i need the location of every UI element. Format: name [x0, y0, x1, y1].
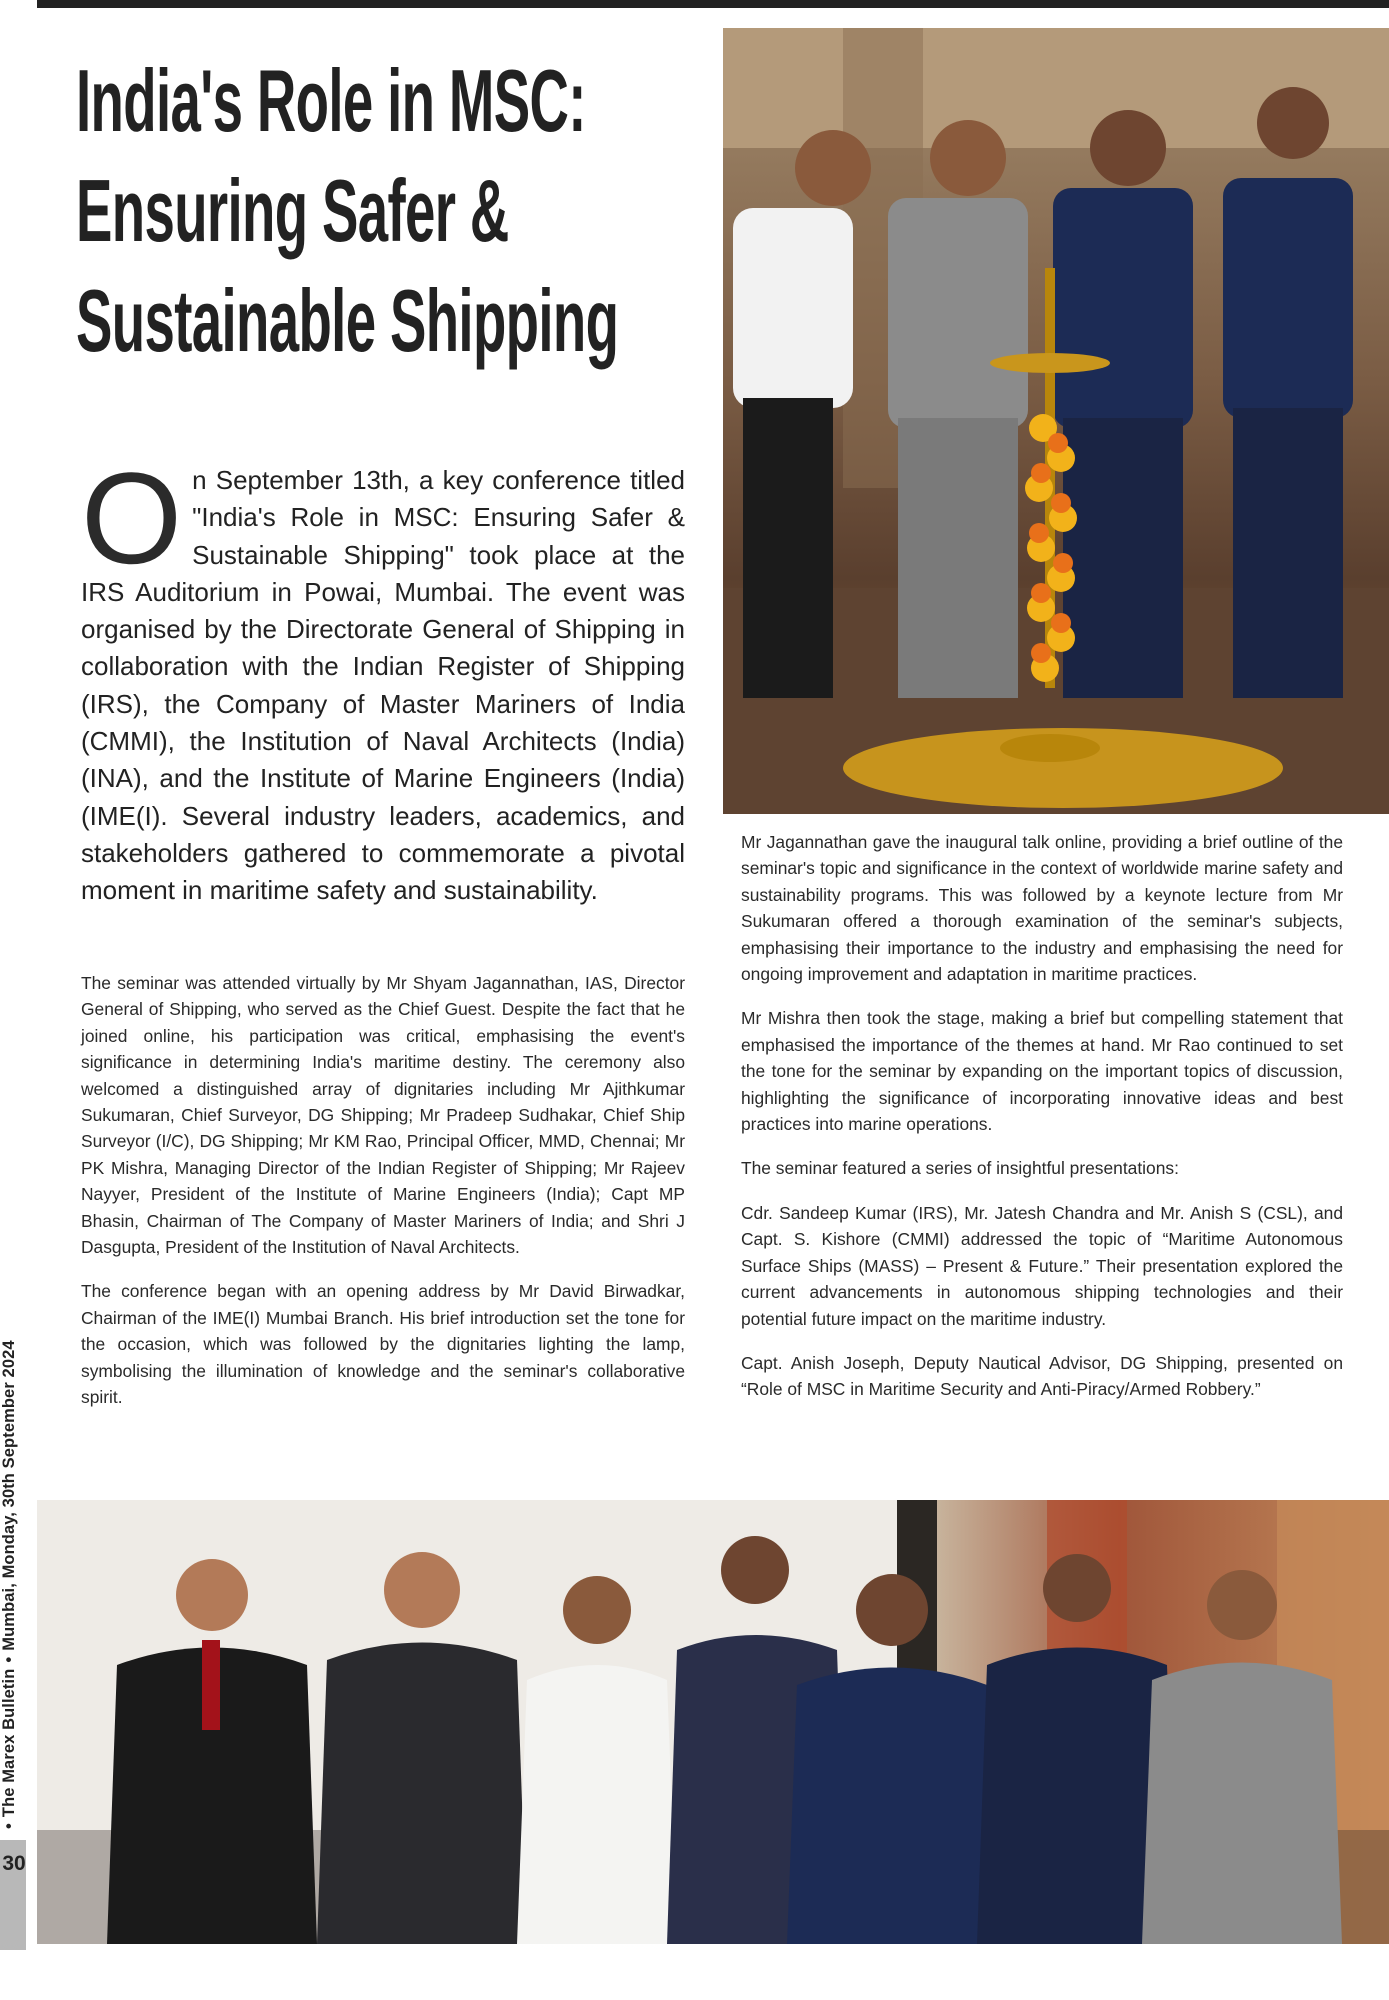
left-column — [81, 970, 685, 1429]
body-paragraph: Mr Mishra then took the stage, making a brief but compelling statement that emphasised the importance of the themes at hand. Mr Rao continued to set the tone for the seminar by expanding on the important topics of discussion, highlighting the significance of incorporating innovative ideas and best practices into marine operations. — [741, 1008, 1343, 1135]
lamp-lighting-photo — [723, 28, 1389, 814]
publication-date: Mumbai, Monday, 30th September 2024 — [0, 1340, 18, 1651]
side-footer — [0, 1340, 19, 1835]
footer-separator: • — [0, 1823, 18, 1829]
body-paragraph: The conference began with an opening address by Mr David Birwadkar, Chairman of the IME(I) Mumbai Branch. His brief introduction set the tone for the occasion, which was followed by the dignitaries lighting the lamp, symbolising the illumination of knowledge and the seminar's collaborative spirit. — [81, 1281, 685, 1408]
body-paragraph: Capt. Anish Joseph, Deputy Nautical Advisor, DG Shipping, presented on “Role of MSC in Maritime Security and Anti-Piracy/Armed Robbery.” — [741, 1352, 1343, 1400]
body-paragraph: The seminar was attended virtually by Mr Shyam Jagannathan, IAS, Director General of Shipping, who served as the Chief Guest. Despite the fact that he joined online, his participation was critical, emphasising the event's significance in determining India's maritime destiny. The ceremony also welcomed a distinguished array of dignitaries including Mr Ajithkumar Sukumaran, Chief Surveyor, DG Shipping; Mr Pradeep Sudhakar, Chief Ship Surveyor (I/C), DG Shipping; Mr KM Rao, Principal Officer, MMD, Chennai; Mr PK Mishra, Managing Director of the Indian Register of Shipping; Mr Rajeev Nayyer, President of the Institute of Marine Engineers (India); Capt MP Bhasin, Chairman of The Company of Master Mariners of India; and Shri J Dasgupta, President of the Institution of Naval Architects. — [81, 973, 685, 1258]
body-paragraph: The seminar featured a series of insightful presentations: — [741, 1158, 1179, 1179]
right-column — [741, 829, 1343, 1421]
drop-cap: O — [81, 445, 183, 591]
lead-paragraph — [81, 445, 685, 910]
page-number: 30 — [2, 1852, 26, 1875]
publication-name: The Marex Bulletin — [0, 1668, 18, 1818]
lamp-lighting-illustration — [723, 28, 1389, 814]
footer-separator: • — [0, 1656, 18, 1663]
group-photo — [37, 1500, 1389, 1944]
headline-line-1: India's Role in MSC: — [76, 51, 586, 150]
headline — [76, 46, 619, 376]
top-rule — [37, 0, 1389, 8]
body-paragraph: Cdr. Sandeep Kumar (IRS), Mr. Jatesh Chandra and Mr. Anish S (CSL), and Capt. S. Kishore (CMMI) addressed the topic of “Maritime Autonomous Surface Ships (MASS) – Present & Future.” Their presentation explored the current advancements in autonomous shipping technologies and their potential future impact on the maritime industry. — [741, 1202, 1343, 1329]
headline-line-3: Sustainable Shipping — [76, 271, 619, 370]
body-paragraph: Mr Jagannathan gave the inaugural talk online, providing a brief outline of the seminar's topic and significance in the context of worldwide marine safety and sustainability programs. This was followed by a keynote lecture from Mr Sukumaran offered a thorough examination of the seminar's subjects, emphasising their importance to the industry and emphasising the need for ongoing improvement and adaptation in maritime practices. — [741, 832, 1343, 985]
group-photo-illustration — [37, 1500, 1389, 1944]
headline-line-2: Ensuring Safer & — [76, 161, 509, 260]
lead-text: n September 13th, a key conference titled "India's Role in MSC: Ensuring Safer & Sustainable Shipping" took place at the IRS Auditorium in Powai, Mumbai. The event was organised by the Directorate General of Shipping in collaboration with the Indian Register of Shipping (IRS), the Company of Master Mariners of India (CMMI), the Institution of Naval Architects (India) (INA), and the Institute of Marine Engineers (India) (IME(I). Several industry leaders, academics, and stakeholders gathered to commemorate a pivotal moment in maritime safety and sustainability. — [81, 465, 685, 906]
